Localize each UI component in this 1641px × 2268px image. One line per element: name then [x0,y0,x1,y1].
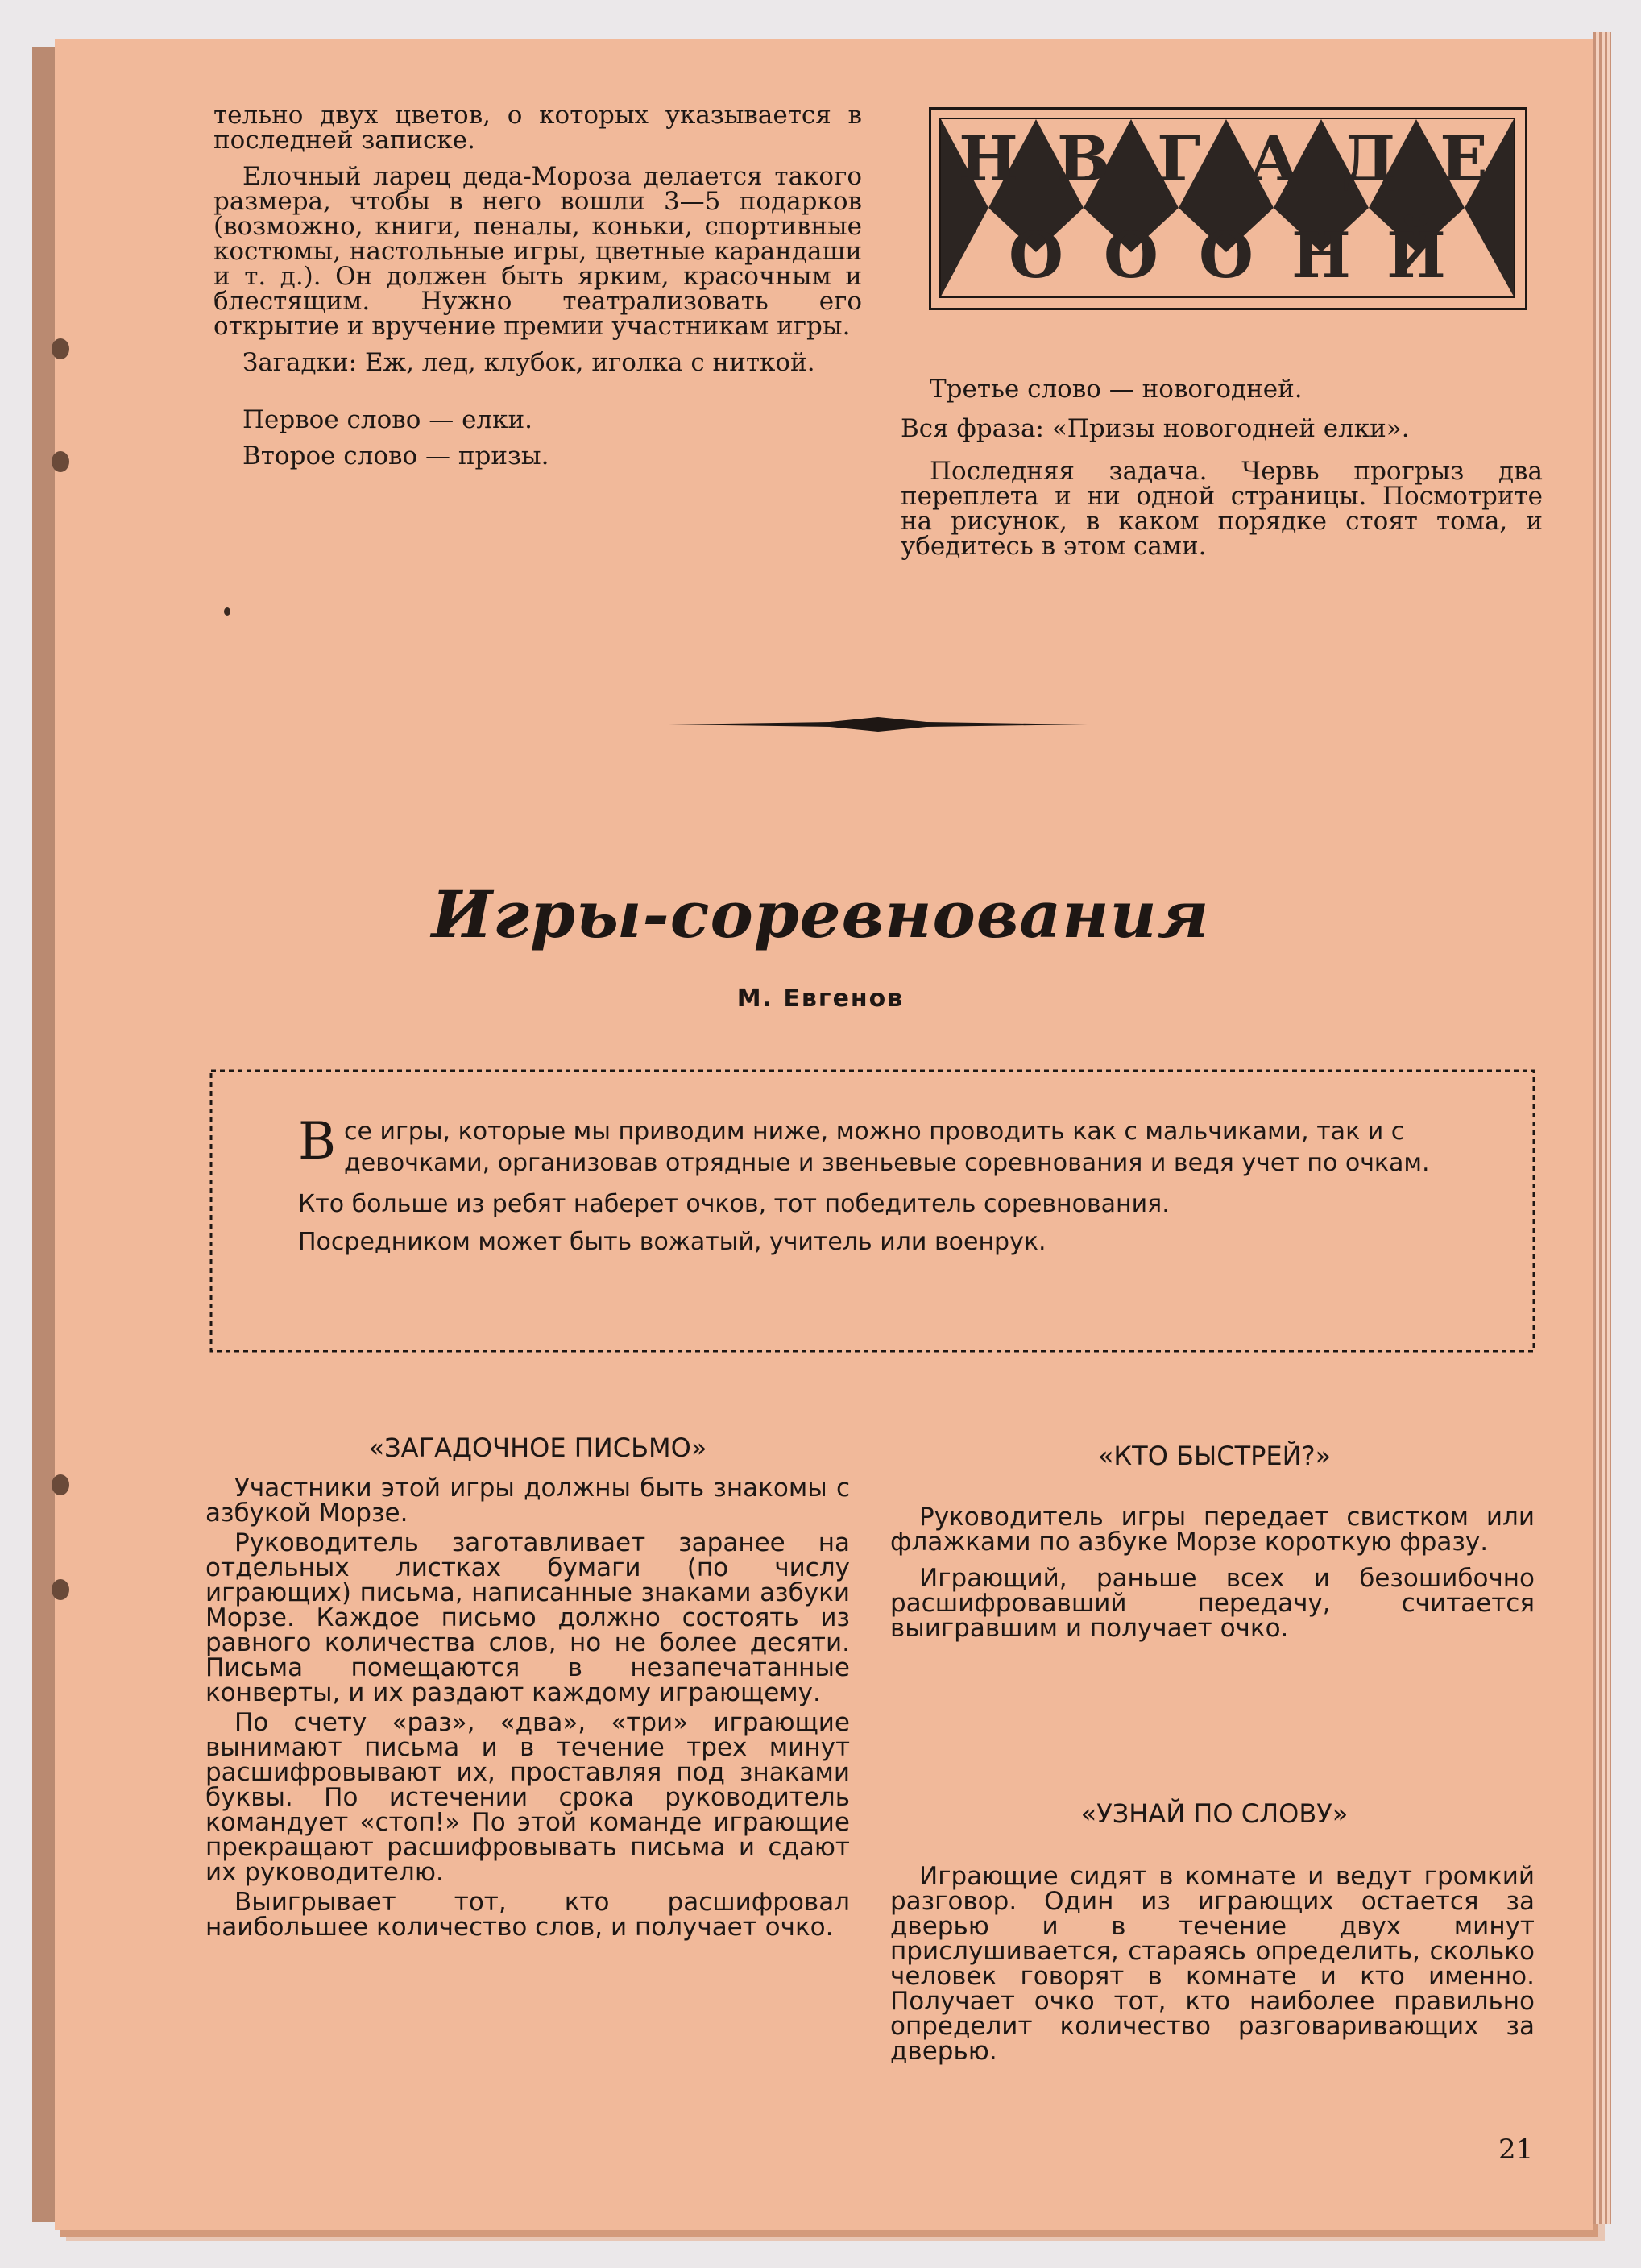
section-faster [890,1505,1535,1641]
puzzle-letter: О [1199,219,1254,292]
top-right-column [901,377,1543,559]
paragraph: Елочный ларец деда-Мороза делается такого размера, чтобы в него вошли 3—5 подарков (возможно, книги, пеналы, коньки, спортивные костюмы, настольные игры, цветные карандаши и т. д.). Он должен быть ярким, красочным и блестящим. Нужно театрализовать его открытие и вручение премии участникам игры. [213,162,862,341]
paragraph: Третье слово — новогодней. [930,375,1303,404]
puzzle-letter: Е [1440,122,1488,196]
section-letter [205,1476,850,1940]
paragraph: Второе слово — призы. [242,442,549,471]
page-edges [1593,32,1611,2224]
paragraph: Руководитель игры передает свистком или флажками по азбуке Морзе короткую фразу. [890,1503,1535,1557]
intro-paragraph: Кто больше из ребят наберет очков, тот победитель соревнования. [298,1190,1170,1218]
section-heading: «КТО БЫСТРЕЙ?» [1097,1441,1332,1471]
section-heading: «УЗНАЙ ПО СЛОВУ» [1080,1798,1349,1829]
ink-speck [224,607,230,616]
puzzle-letter: О [1104,219,1158,292]
puzzle-letter: Н [959,122,1018,196]
paragraph: тельно двух цветов, о которых указывается в последней записке. [213,101,862,155]
paragraph: По счету «раз», «два», «три» играющие вынимают письма и в течение трех минут расшифровывают их, проставляя под знаками буквы. По истечении срока руководитель командует «стоп!» По этой команде играющие прекращают расшифровывать письма и сдают их руководителю. [205,1708,850,1887]
intro-paragraph: Все игры, которые мы приводим ниже, можно проводить как с мальчиками, так и с девочками, организовав отрядные и звеньевые соревнования и ведя учет по очкам. [298,1112,1430,1177]
page-number: 21 [1498,2133,1534,2166]
puzzle-letter: А [1248,122,1299,196]
paragraph: Руководитель заготавливает заранее на отдельных листках бумаги (по числу играющих) письма, написанные знаками азбуки Морзе. Каждое письмо должно состоять из равного количества слов, но не более десяти. Письма помещаются в незапечатанные конверты, и их раздают каждому играющему. [205,1528,850,1707]
puzzle-letter: Н [1291,219,1351,292]
top-left-column [213,103,862,469]
puzzle-letter: Д [1341,122,1397,196]
puzzle-letter: В [1057,122,1110,196]
paragraph: Вся фраза: «Призы новогодней елки». [901,414,1410,443]
puzzle-letter: Г [1157,122,1200,196]
binding-stitch [52,1474,69,1495]
paragraph: Играющие сидят в комнате и ведут громкий разговор. Один из играющих остается за дверью и в течение двух минут прислушивается, стараясь определить, сколько человек говорят в комнате и кто именно. Получает очко тот, кто наиболее правильно определит количество разговаривающих за дверью. [890,1862,1535,2066]
puzzle-letter: Й [1386,219,1446,292]
binding-stitch [52,451,69,472]
paragraph: Выигрывает тот, кто расшифровал наибольшее количество слов, и получает очко. [205,1888,850,1942]
paragraph: Загадки: Еж, лед, клубок, иголка с ниткой. [242,348,815,377]
puzzle-grid [939,118,1515,298]
article-intro [298,1112,1482,1258]
divider-rule [669,715,1088,733]
section-heading: «ЗАГАДОЧНОЕ ПИСЬМО» [368,1433,707,1463]
paragraph: Участники этой игры должны быть знакомы с азбукой Морзе. [205,1474,850,1528]
article-title: Игры-соревнования [431,877,1210,952]
section-word [890,1864,1535,2064]
intro-paragraph: Посредником может быть вожатый, учитель или военрук. [298,1228,1046,1256]
binding-stitch [52,1579,69,1600]
article-author: М. Евгенов [736,985,905,1013]
binding-stitch [52,338,69,359]
paragraph: Первое слово — елки. [242,405,533,434]
puzzle-letter: О [1009,219,1063,292]
paragraph: Играющий, раньше всех и безошибочно расшифровавший передачу, считается выигравшим и получает очко. [890,1564,1535,1643]
drop-cap: В [298,1112,337,1171]
paragraph: Последняя задача. Червь прогрыз два переплета и ни одной страницы. Посмотрите на рисунок, в каком порядке стоят тома, и убедитесь в этом сами. [901,457,1543,561]
word-puzzle [929,107,1527,310]
